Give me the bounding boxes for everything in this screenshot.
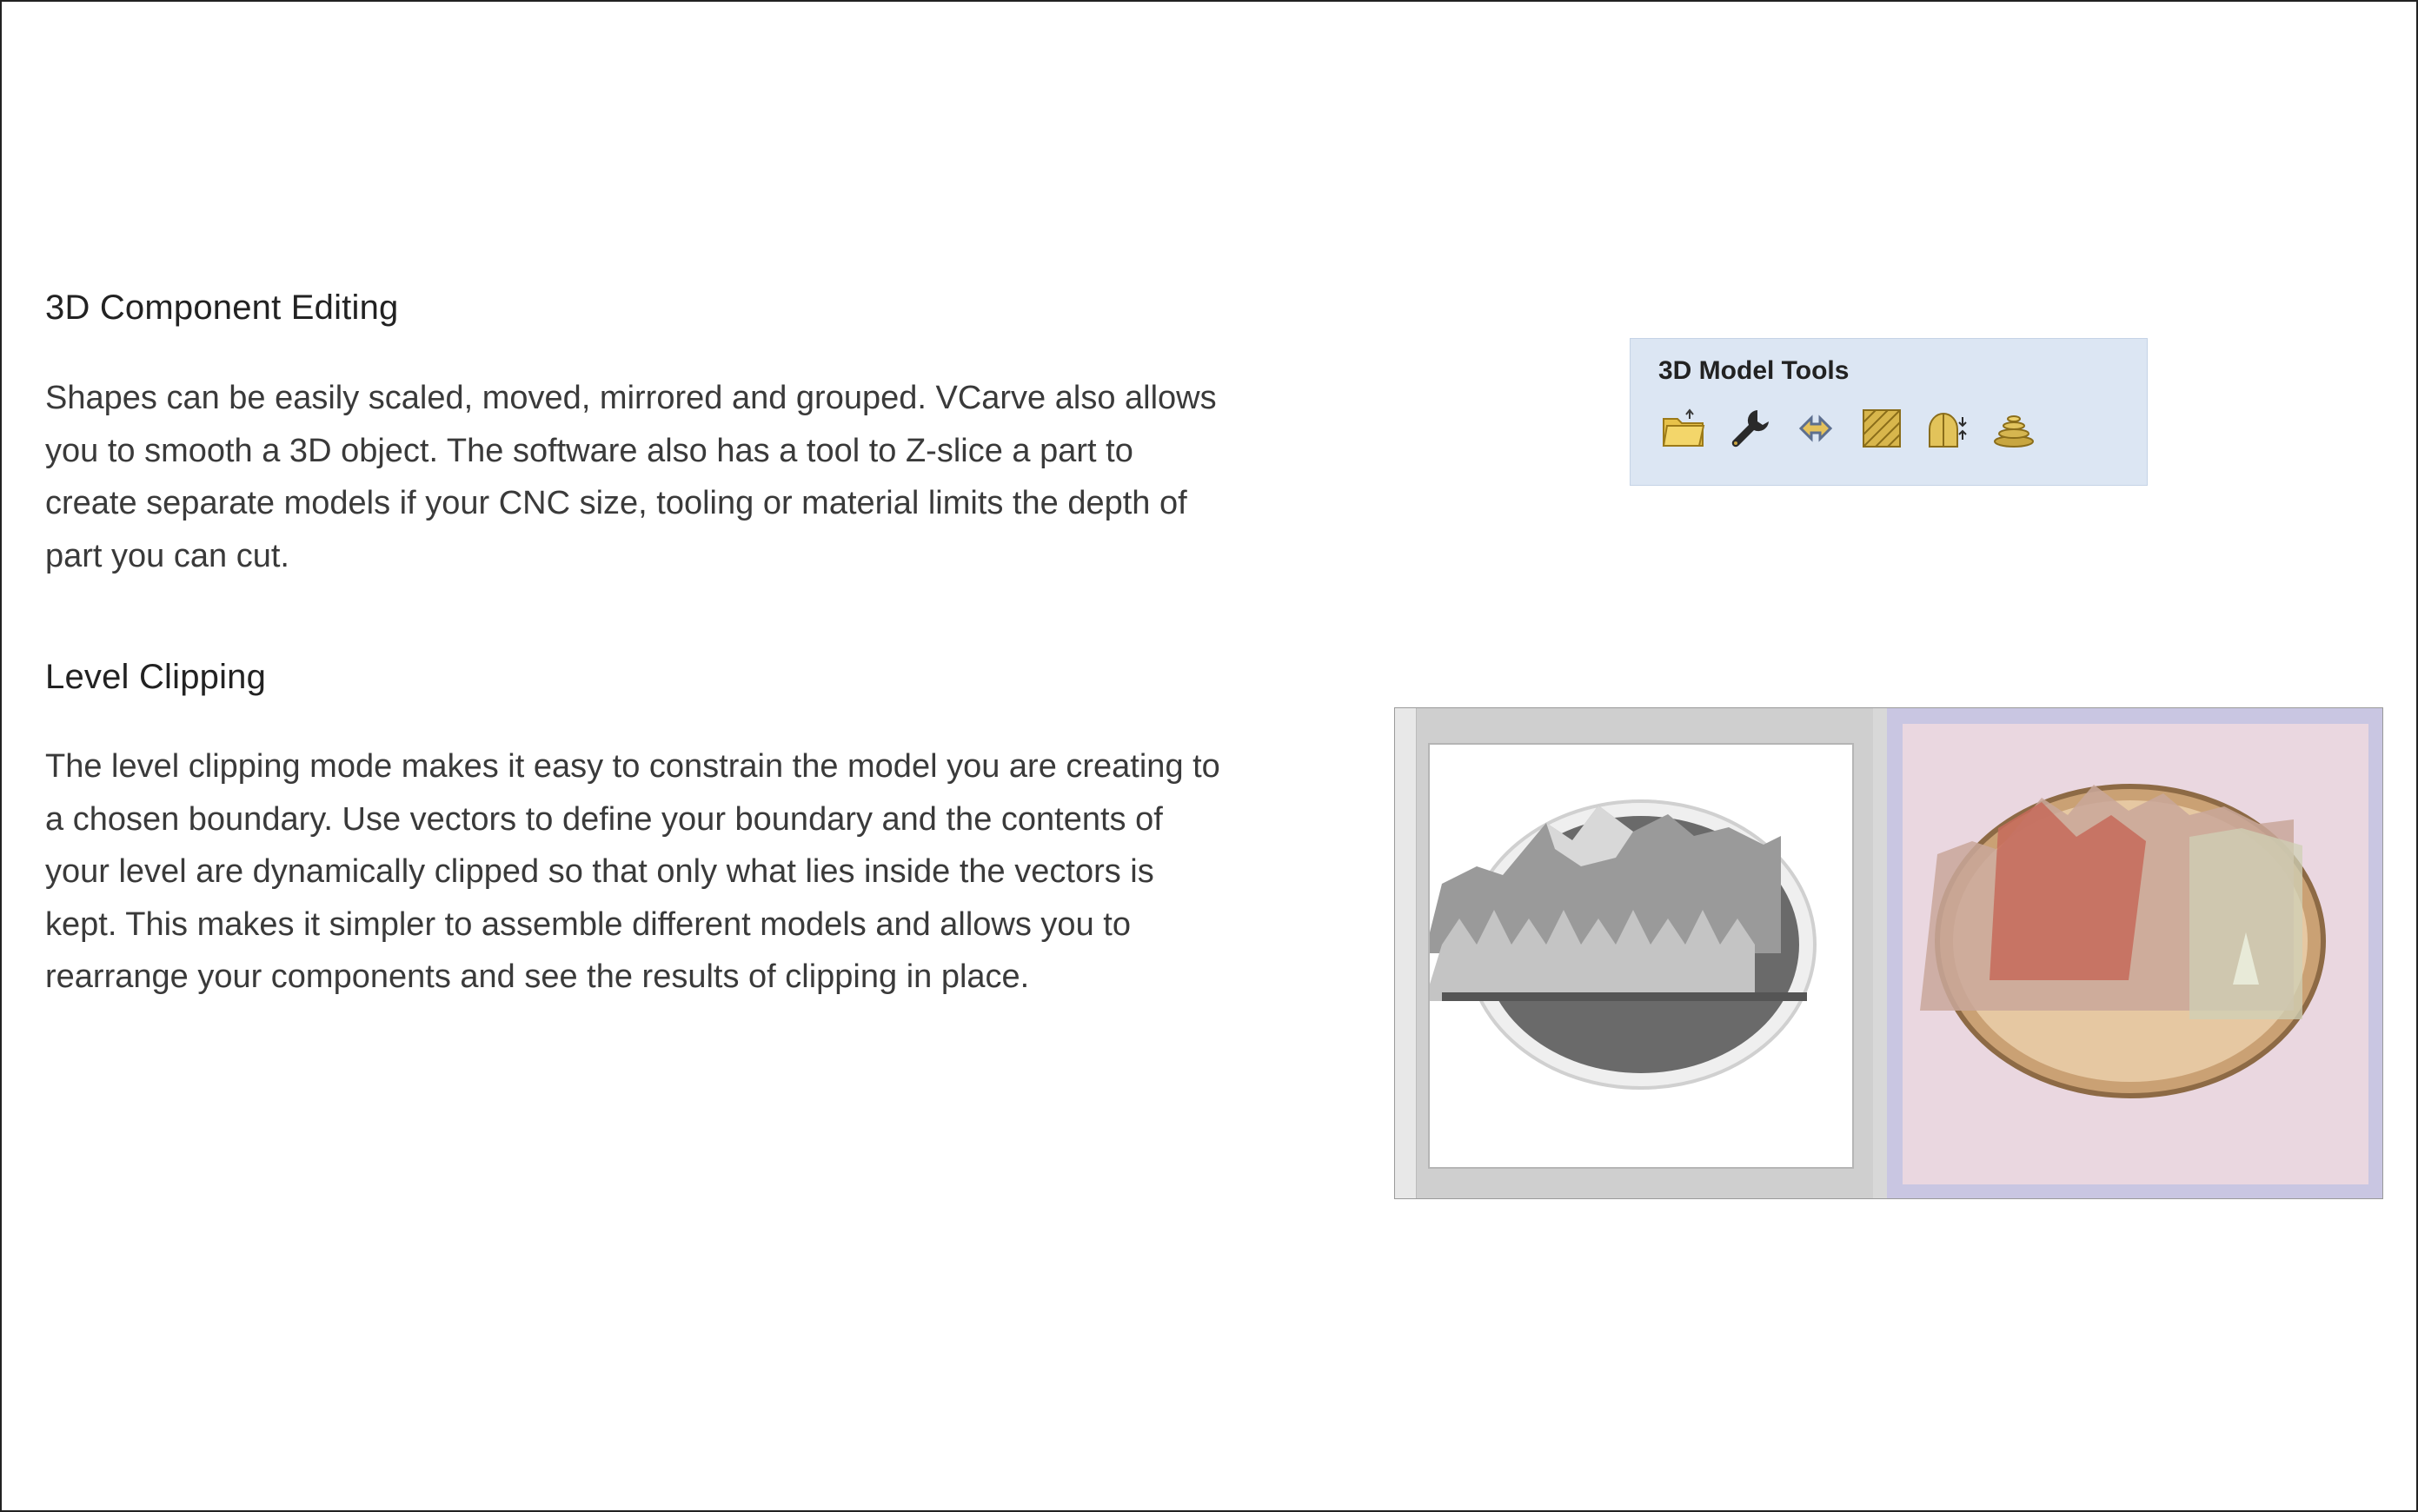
ruler: [1395, 708, 1417, 1198]
section-title-3d-component-editing: 3D Component Editing: [45, 288, 399, 327]
wrench-icon[interactable]: [1726, 405, 1773, 452]
section-title-level-clipping: Level Clipping: [45, 658, 267, 696]
toolbar-title: 3D Model Tools: [1658, 356, 1850, 385]
level-clipping-screenshot: [1394, 707, 2383, 1199]
toolbar-icons: [1660, 405, 2037, 452]
2d-view-panel: [1428, 743, 1854, 1169]
section-body-level-clipping: The level clipping mode makes it easy to constrain the model you are creating to a chosen boundary. Use vectors to define your boundary and the contents of your level are dynamically clipped so that only what lies inside the vectors is kept. This makes it simpler to assemble different models and allows you to rearrange your components and see the results of clipping in place.: [45, 748, 1220, 995]
3d-relief-image: [1903, 724, 2368, 1184]
section-body-3d-component-editing: Shapes can be easily scaled, moved, mirrored and grouped. VCarve also allows you to smooth a 3D object. The software also has a tool to Z-slice a part to create separate models if your CNC size, tooling or material limits the depth of part you can cut.: [45, 380, 1217, 574]
open-folder-icon[interactable]: [1660, 405, 1707, 452]
model-tools-toolbar: [1630, 338, 2148, 486]
panel-divider: [1873, 708, 1887, 1198]
2d-mountain-image: [1430, 745, 1852, 1167]
layers-icon[interactable]: [1990, 405, 2037, 452]
3d-view-canvas: [1903, 724, 2368, 1184]
3d-view-panel: [1887, 708, 2383, 1198]
arrows-icon[interactable]: [1792, 405, 1839, 452]
slice-icon[interactable]: [1924, 405, 1971, 452]
texture-icon[interactable]: [1858, 405, 1905, 452]
